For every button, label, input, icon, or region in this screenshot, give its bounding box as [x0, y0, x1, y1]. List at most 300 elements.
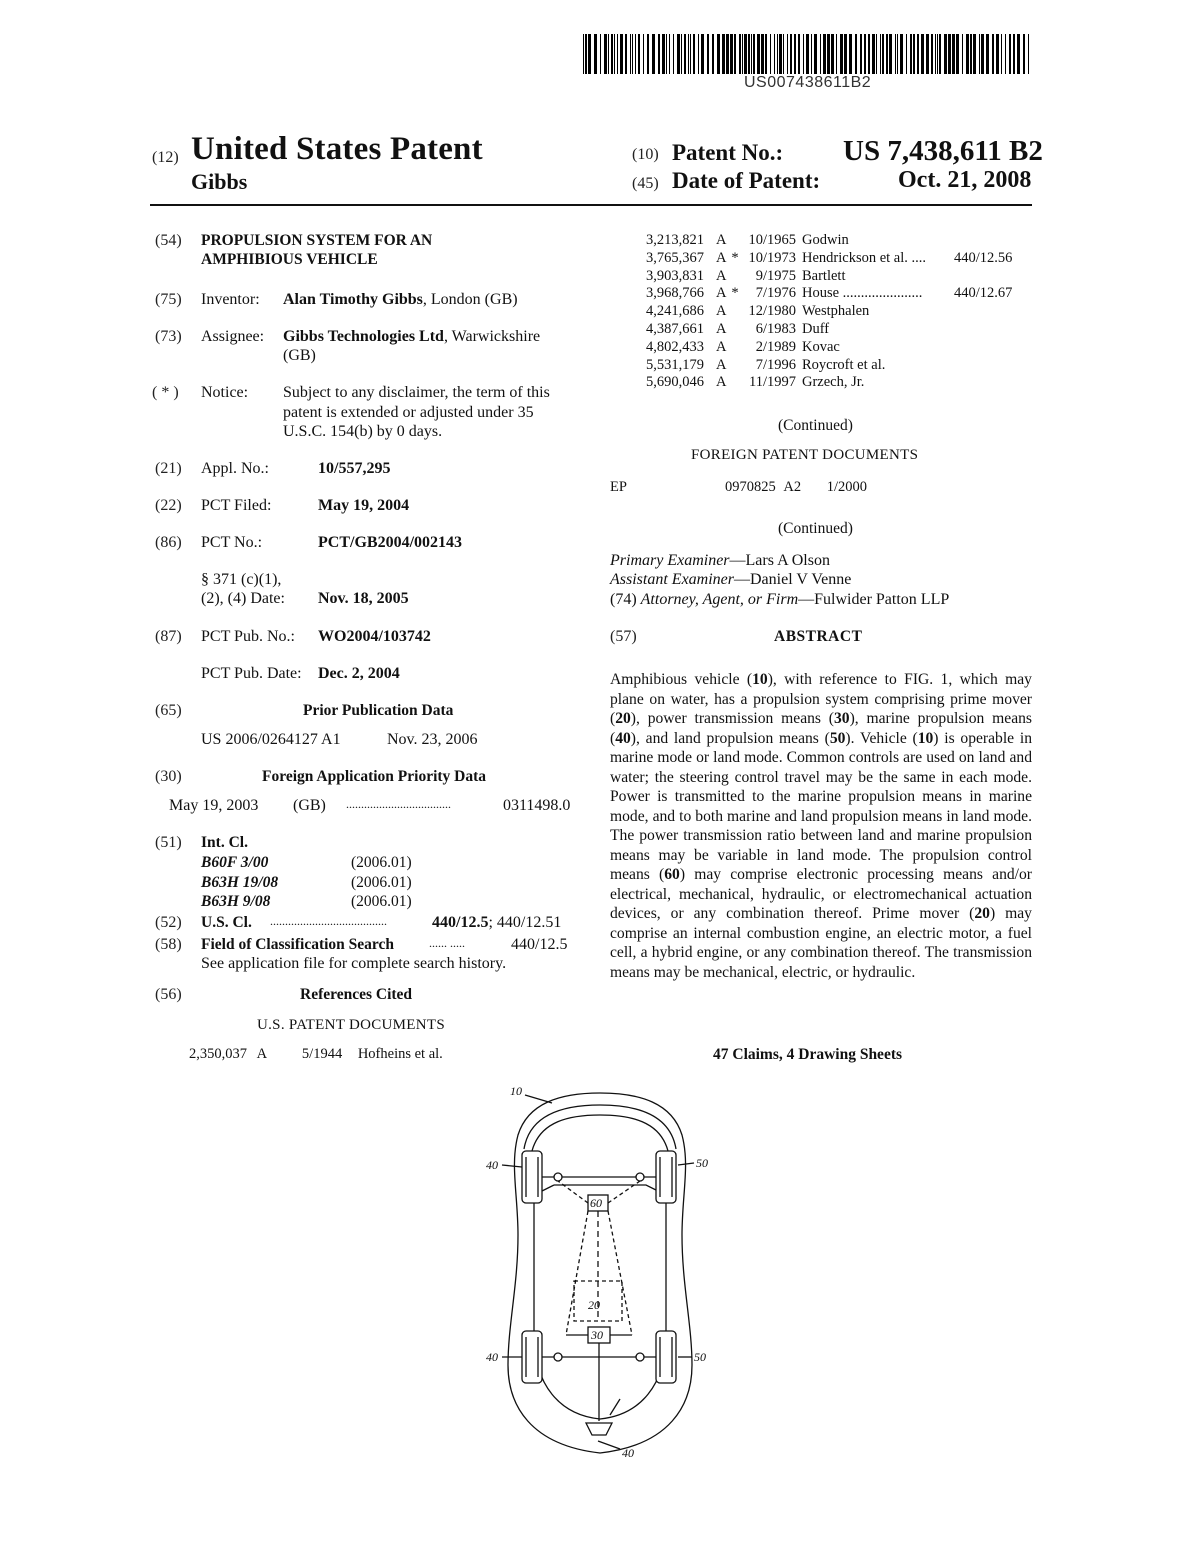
code-65: (65)	[155, 702, 182, 719]
barcode-bar	[638, 34, 640, 74]
ref-class: 440/12.56	[954, 249, 1013, 266]
continued-2: (Continued)	[778, 520, 853, 537]
barcode	[583, 34, 1033, 74]
barcode-bar	[617, 34, 618, 74]
int-cl-version: (2006.01)	[351, 893, 412, 911]
ref-number: 4,387,661	[646, 320, 704, 337]
code-51: (51)	[155, 834, 182, 851]
pct-pub-no-label: PCT Pub. No.:	[201, 628, 295, 645]
notice-line2: patent is extended or adjusted under 35	[283, 404, 534, 421]
ref-kind: A	[716, 249, 727, 266]
ref-star	[728, 357, 742, 375]
barcode-bar	[895, 34, 896, 74]
barcode-bar	[948, 34, 951, 74]
foreign-priority-heading: Foreign Application Priority Data	[262, 768, 487, 785]
barcode-bar	[840, 34, 843, 74]
barcode-bar	[673, 34, 674, 74]
abstract-part: ) is operable in marine mode or land mode. Common controls are used on land and water; the steering control travel may be the same in each mode. Power is transmitted to the marine propulsion means in marine mode, and to both marine and land propulsion means in land mode. The power transmission ratio between land and marine propulsion means may be variable in land mode. The propulsion control means (	[610, 729, 1032, 883]
label-30: 30	[591, 1328, 603, 1342]
primary-examiner-label: Primary Examiner	[610, 552, 730, 569]
barcode-bar	[939, 34, 941, 74]
barcode-bar	[992, 34, 994, 74]
abstract-part: ), marine propulsion means (	[610, 710, 1032, 747]
barcode-bar	[917, 34, 919, 74]
barcode-bar	[625, 34, 627, 74]
int-cl-table	[201, 853, 412, 912]
ref-star	[728, 303, 742, 321]
notice-label: Notice:	[201, 384, 249, 401]
barcode-bar	[889, 34, 892, 74]
field-search-note: See application file for complete search history.	[201, 955, 507, 972]
pct-pub-date-value: Dec. 2, 2004	[318, 665, 400, 682]
pct-filed-label: PCT Filed:	[201, 497, 272, 514]
primary-examiner	[610, 552, 830, 570]
prior-publication-heading: Prior Publication Data	[303, 702, 454, 719]
barcode-bar	[803, 34, 804, 74]
barcode-bar	[981, 34, 984, 74]
barcode-bar	[944, 34, 947, 74]
barcode-bar	[935, 34, 936, 74]
foreign-kind: A2	[783, 479, 802, 495]
barcode-bar	[827, 34, 830, 74]
ref-name: Hendrickson et al. ....	[802, 249, 927, 266]
barcode-bar	[910, 34, 912, 74]
ref-number: 4,802,433	[646, 338, 704, 355]
code-56: (56)	[155, 986, 182, 1003]
ref-date: 5/1944	[301, 1046, 343, 1062]
barcode-bar	[831, 34, 834, 74]
ref-date: 10/1965	[748, 232, 796, 248]
barcode-bar	[882, 34, 884, 74]
int-cl-version: (2006.01)	[351, 854, 412, 871]
windshield	[524, 1105, 676, 1149]
barcode-bar	[770, 34, 771, 74]
field-search-value: 440/12.5	[511, 936, 568, 953]
ref-kind: A	[716, 267, 727, 284]
attorney-label: Attorney, Agent, or Firm	[640, 591, 799, 608]
references-heading: References Cited	[300, 986, 413, 1003]
ref-class: 440/12.67	[954, 285, 1013, 302]
code-45: (45)	[632, 175, 659, 192]
us-cl-label: U.S. Cl.	[201, 914, 252, 931]
barcode-bar	[779, 34, 782, 74]
ref-kind: A	[716, 356, 727, 373]
barcode-bar	[630, 34, 631, 74]
barcode-bar	[1013, 34, 1015, 74]
abstract-part: ), and land propulsion means (	[630, 729, 830, 747]
appl-no-value: 10/557,295	[318, 460, 391, 477]
barcode-bar	[931, 34, 933, 74]
assignee-field	[283, 328, 540, 346]
barcode-bar	[722, 34, 725, 74]
claims-summary: 47 Claims, 4 Drawing Sheets	[713, 1046, 903, 1063]
barcode-bar	[690, 34, 691, 74]
barcode-bar	[712, 34, 714, 74]
front-right-wheel	[656, 1151, 676, 1203]
vehicle-outline	[508, 1093, 692, 1453]
ref-class	[954, 232, 1012, 250]
ref-kind: A	[716, 285, 727, 302]
barcode-bar	[748, 34, 750, 74]
appl-no-label: Appl. No.:	[201, 460, 269, 477]
front-left-wheel	[522, 1151, 542, 1203]
int-cl-row	[201, 853, 412, 873]
barcode-bar	[608, 34, 609, 74]
label-40c: 40	[622, 1446, 634, 1460]
patent-no-label: Patent No.:	[672, 140, 784, 165]
date-label: Date of Patent:	[672, 168, 821, 193]
code-57: (57)	[610, 628, 637, 645]
assignee-name: Gibbs Technologies Ltd	[283, 328, 444, 345]
foreign-date: 1/2000	[826, 479, 868, 495]
label-40b: 40	[486, 1350, 498, 1364]
primary-examiner-name: —Lars A Olson	[729, 552, 830, 569]
reference-row	[189, 1046, 443, 1063]
ref-numeral: 30	[834, 710, 850, 727]
barcode-bar	[594, 34, 597, 74]
barcode-bar	[1001, 34, 1002, 74]
ref-numeral: 10	[917, 729, 934, 747]
inventor-surname: Gibbs	[191, 169, 248, 194]
barcode-bar	[652, 34, 655, 74]
code-22: (22)	[155, 497, 182, 514]
barcode-bar	[585, 34, 587, 74]
barcode-bar	[900, 34, 903, 74]
barcode-bar	[588, 34, 591, 74]
foreign-docs-heading: FOREIGN PATENT DOCUMENTS	[691, 447, 919, 463]
barcode-bar	[643, 34, 644, 74]
ref-date: 7/1976	[755, 285, 796, 302]
us-cl-main: 440/12.5	[432, 914, 489, 931]
label-10: 10	[510, 1085, 522, 1098]
code-58: (58)	[155, 936, 182, 953]
code-54: (54)	[155, 232, 182, 249]
int-cl-class: B63H 19/08	[201, 873, 279, 891]
assistant-examiner-name: —Daniel V Venne	[734, 571, 852, 588]
ref-numeral: 20	[615, 710, 631, 727]
barcode-bar	[1009, 34, 1011, 74]
label-60: 60	[590, 1196, 602, 1210]
s371-line2: (2), (4) Date:	[201, 590, 285, 607]
ref-kind: A	[716, 320, 727, 337]
reference-row	[646, 357, 1012, 375]
barcode-bar	[765, 34, 767, 74]
attorney-code: (74)	[610, 591, 637, 608]
pct-no-label: PCT No.:	[201, 534, 263, 551]
assistant-examiner-label: Assistant Examiner	[610, 571, 734, 588]
reference-row	[646, 285, 1012, 303]
ref-name: Kovac	[802, 338, 840, 355]
barcode-image	[583, 34, 1033, 74]
pct-no-value: PCT/GB2004/002143	[318, 534, 463, 551]
references-table	[646, 232, 1012, 392]
barcode-bar	[868, 34, 870, 74]
barcode-bar	[986, 34, 989, 74]
abstract-text	[610, 670, 1032, 982]
barcode-bar	[860, 34, 862, 74]
prior-publication-number: US 2006/0264127 A1	[201, 731, 341, 748]
abstract-part: ). Vehicle (	[845, 729, 918, 747]
ref-number: 3,765,367	[646, 249, 704, 266]
ref-numeral: 20	[974, 905, 990, 922]
barcode-bar	[734, 34, 736, 74]
priority-number: 0311498.0	[503, 797, 571, 814]
ref-number: 2,350,037	[189, 1046, 247, 1062]
ref-name: Grzech, Jr.	[802, 374, 865, 391]
patent-date: Oct. 21, 2008	[898, 167, 1032, 193]
barcode-bar	[783, 34, 784, 74]
barcode-bar	[973, 34, 976, 74]
ref-kind: A	[716, 232, 727, 248]
barcode-bar	[970, 34, 972, 74]
code-87: (87)	[155, 628, 182, 645]
barcode-bar	[962, 34, 963, 74]
ref-name: Hofheins et al.	[357, 1046, 443, 1062]
reference-row	[646, 321, 1012, 339]
ref-number: 3,968,766	[646, 285, 704, 302]
code-52: (52)	[155, 914, 182, 931]
inventor-location: , London (GB)	[422, 291, 518, 308]
barcode-bar	[698, 34, 699, 74]
ref-name: Duff	[802, 320, 830, 337]
notice-line3: U.S.C. 154(b) by 0 days.	[283, 423, 443, 440]
barcode-bar	[1005, 34, 1006, 74]
barcode-bar	[794, 34, 796, 74]
barcode-bar	[666, 34, 667, 74]
abstract-part: ) may comprise an internal combustion engine, an electric motor, a fuel cell, a hybrid engine, or any combination thereof. The transmission means may be mechanical, electric, or hydraulic.	[610, 905, 1032, 981]
barcode-bar	[777, 34, 778, 74]
barcode-bar	[753, 34, 755, 74]
ref-number: 3,903,831	[646, 267, 704, 284]
ref-name: Westphalen	[802, 303, 870, 320]
abstract-part: ), with reference to FIG. 1, which may plane on water, has a propulsion system comprising prime mover (	[610, 671, 1032, 727]
barcode-bar	[966, 34, 969, 74]
ref-numeral: 10	[752, 671, 768, 688]
ref-kind: A	[716, 303, 727, 320]
ref-star	[728, 339, 742, 357]
barcode-bar	[814, 34, 817, 74]
barcode-bar	[684, 34, 686, 74]
vehicle-drawing	[470, 1085, 730, 1465]
ref-star: *	[731, 285, 739, 302]
reference-row	[646, 250, 1012, 268]
barcode-bar	[979, 34, 980, 74]
label-20: 20	[588, 1298, 600, 1312]
barcode-bar	[751, 34, 752, 74]
ref-date: 9/1975	[755, 267, 796, 284]
barcode-bar	[820, 34, 821, 74]
header-rule	[150, 204, 1032, 206]
barcode-bar	[844, 34, 847, 74]
foreign-doc-row	[610, 479, 867, 496]
barcode-bar	[701, 34, 704, 74]
ref-date: 11/1997	[749, 374, 796, 391]
s371-date: Nov. 18, 2005	[318, 590, 409, 607]
abstract-part: ), power transmission means (	[630, 710, 834, 727]
barcode-bar	[798, 34, 800, 74]
inventor-label: Inventor:	[201, 291, 260, 308]
barcode-bar	[897, 34, 898, 74]
ref-star	[728, 321, 742, 339]
marine-propulsion	[586, 1423, 612, 1435]
barcode-bar	[632, 34, 633, 74]
inventor-name: Alan Timothy Gibbs	[283, 291, 423, 308]
code-86: (86)	[155, 534, 182, 551]
barcode-bar	[757, 34, 760, 74]
ref-class	[954, 268, 1012, 286]
ref-number: 5,690,046	[646, 374, 704, 391]
us-patent-docs-heading: U.S. PATENT DOCUMENTS	[257, 1017, 445, 1033]
us-cl-dots: .......................................	[270, 914, 387, 928]
ref-class	[954, 339, 1012, 357]
ref-kind: A	[716, 374, 727, 391]
barcode-bar	[677, 34, 680, 74]
assignee-location: , Warwickshire	[443, 328, 541, 345]
us-cl-value	[432, 914, 561, 932]
pct-filed-value: May 19, 2004	[318, 497, 410, 514]
ref-class	[954, 357, 1012, 375]
code-30: (30)	[155, 768, 182, 785]
barcode-bar	[886, 34, 888, 74]
ref-class	[954, 303, 1012, 321]
field-search-dots: ...... .....	[429, 936, 465, 950]
barcode-bar	[761, 34, 764, 74]
code-75: (75)	[155, 291, 182, 308]
barcode-bar	[906, 34, 907, 74]
ref-numeral: 40	[615, 729, 631, 747]
barcode-bar	[872, 34, 875, 74]
patent-title: United States Patent	[191, 131, 483, 167]
ref-name: Godwin	[802, 232, 849, 248]
barcode-bar	[600, 34, 601, 74]
label-40a: 40	[486, 1158, 498, 1172]
int-cl-row	[201, 873, 412, 893]
barcode-bar	[921, 34, 924, 74]
barcode-bar	[688, 34, 689, 74]
reference-row	[646, 339, 1012, 357]
ref-class	[954, 321, 1012, 339]
priority-country: (GB)	[293, 797, 326, 814]
ref-date: 10/1973	[748, 249, 796, 266]
barcode-bar	[739, 34, 741, 74]
assignee-country: (GB)	[283, 347, 316, 364]
continued-1: (Continued)	[778, 417, 853, 434]
barcode-bar	[811, 34, 812, 74]
barcode-bar	[926, 34, 929, 74]
code-73: (73)	[155, 328, 182, 345]
field-search-label: Field of Classification Search	[201, 936, 395, 953]
inventor-field	[283, 291, 518, 309]
int-cl-class: B60F 3/00	[201, 854, 269, 871]
barcode-bar	[880, 34, 881, 74]
barcode-bar	[864, 34, 866, 74]
barcode-bar	[836, 34, 837, 74]
priority-dots: ...................................	[346, 797, 451, 811]
barcode-bar	[956, 34, 959, 74]
barcode-bar	[681, 34, 682, 74]
ref-star	[728, 268, 742, 286]
ref-date: 12/1980	[748, 303, 796, 320]
label-50a: 50	[696, 1156, 708, 1170]
barcode-bar	[855, 34, 857, 74]
invention-title-line1: PROPULSION SYSTEM FOR AN	[201, 232, 433, 249]
barcode-bar	[823, 34, 826, 74]
barcode-bar	[937, 34, 938, 74]
assignee-label: Assignee:	[201, 328, 265, 345]
barcode-bar	[662, 34, 665, 74]
barcode-bar	[730, 34, 733, 74]
barcode-bar	[611, 34, 613, 74]
ref-star	[728, 232, 742, 250]
invention-title-line2: AMPHIBIOUS VEHICLE	[201, 251, 378, 268]
barcode-bar	[913, 34, 915, 74]
ref-date: 7/1996	[755, 356, 796, 373]
label-50b: 50	[694, 1350, 706, 1364]
barcode-bar	[707, 34, 709, 74]
abstract-part: ) may comprise electronic processing means and/or electrical, mechanical, hydraulic, or electromechanical actuation devices, or any combination thereof. Prime mover (	[610, 866, 1032, 922]
barcode-bar	[669, 34, 670, 74]
ref-date: 2/1989	[755, 338, 796, 355]
us-cl-rest: ; 440/12.51	[488, 914, 562, 931]
abstract-heading: ABSTRACT	[774, 628, 863, 645]
barcode-number: US007438611B2	[744, 74, 872, 91]
ref-kind: A	[716, 338, 727, 355]
barcode-bar	[790, 34, 792, 74]
ref-date: 6/1983	[755, 320, 796, 337]
ref-kind: A	[256, 1046, 267, 1062]
rear-right-wheel	[656, 1331, 676, 1383]
foreign-country: EP	[610, 479, 627, 495]
barcode-bar	[1023, 34, 1025, 74]
ref-numeral: 50	[829, 729, 846, 747]
ref-class	[954, 374, 1012, 392]
ref-name: Bartlett	[802, 267, 846, 284]
ref-numeral: 60	[664, 866, 680, 883]
code-12: (12)	[152, 149, 179, 166]
pct-pub-date-label: PCT Pub. Date:	[201, 665, 302, 682]
abstract-part: Amphibious vehicle (	[610, 671, 753, 688]
reference-row	[646, 303, 1012, 321]
notice-line1: Subject to any disclaimer, the term of this	[283, 384, 550, 401]
attorney-name: —Fulwider Patton LLP	[798, 591, 950, 608]
barcode-bar	[635, 34, 636, 74]
barcode-bar	[774, 34, 775, 74]
int-cl-row	[201, 892, 412, 912]
barcode-bar	[583, 34, 584, 74]
barcode-bar	[876, 34, 877, 74]
reference-row	[646, 374, 1012, 392]
barcode-bar	[726, 34, 729, 74]
ref-star: *	[731, 249, 739, 266]
reference-row	[646, 268, 1012, 286]
barcode-bar	[647, 34, 649, 74]
reference-row	[646, 232, 1012, 250]
barcode-bar	[744, 34, 747, 74]
barcode-bar	[849, 34, 852, 74]
priority-date: May 19, 2003	[169, 797, 259, 814]
barcode-bar	[604, 34, 607, 74]
ref-number: 4,241,686	[646, 303, 704, 320]
barcode-bar	[693, 34, 695, 74]
barcode-bar	[996, 34, 999, 74]
code-notice: ( * )	[152, 384, 179, 401]
barcode-bar	[658, 34, 660, 74]
foreign-number: 0970825	[725, 479, 776, 495]
prior-publication-date: Nov. 23, 2006	[387, 731, 478, 748]
ref-name: House ......................	[802, 285, 923, 302]
barcode-bar	[787, 34, 788, 74]
ref-star	[728, 374, 742, 392]
